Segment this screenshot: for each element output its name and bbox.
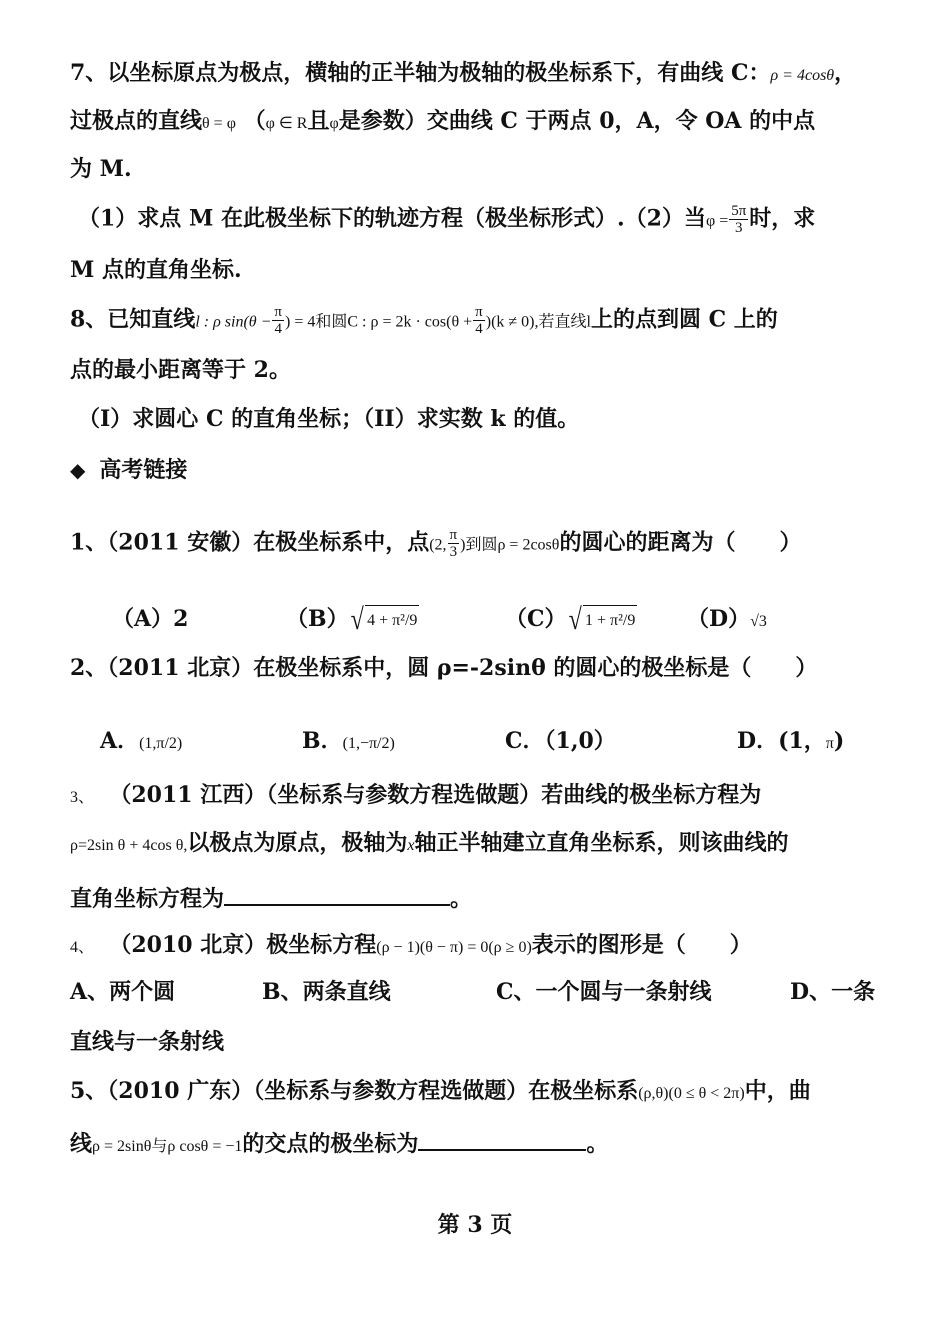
g5-formula: (ρ,θ)(0 ≤ θ < 2π): [638, 1085, 745, 1102]
g5-text: 5、（2010 广东）（坐标系与参数方程选做题）在极坐标系: [70, 1078, 639, 1104]
q7-line1: [70, 58, 856, 91]
q7-formula: φ =: [705, 212, 729, 230]
g1-option-a: [112, 604, 188, 634]
g2-text: 2、（2011 北京）在极坐标系中，圆 ρ=-2sinθ 的圆心的极坐标是（ ）: [70, 655, 818, 681]
section-heading: [70, 455, 187, 485]
answer-blank[interactable]: [418, 1125, 586, 1151]
g5-formula: ρ = 2sinθ与ρ cosθ = −1: [92, 1138, 243, 1155]
q8-text: 点的最小距离等于 2。: [70, 357, 291, 383]
g1-formula: )到圆ρ = 2cosθ: [460, 536, 560, 554]
g1-text: 1、（2011 安徽）在极坐标系中，点: [70, 529, 430, 556]
g5-text: 中，曲: [744, 1078, 811, 1104]
option-text: C．（1,0）: [505, 728, 616, 754]
g3-line3: [70, 878, 472, 914]
option-label: （D）: [687, 606, 751, 632]
g1-option-b: [286, 604, 419, 636]
page-number: 第 3 页: [437, 1212, 513, 1238]
g3-line2: [70, 828, 789, 861]
g4-formula: (ρ − 1)(θ − π) = 0(ρ ≥ 0): [376, 939, 532, 956]
g4-option-c: [496, 977, 712, 1007]
option-text: （A）2: [112, 606, 189, 632]
g2-option-d: [737, 726, 844, 759]
g1-fraction: [448, 527, 460, 560]
g5-line2: [70, 1125, 608, 1162]
q7-text: 7、以坐标原点为极点，横轴的正半轴为极轴的极坐标系下，有曲线 C：: [70, 60, 771, 86]
q8-fraction: [473, 304, 485, 337]
option-formula: 4 + π²/9: [365, 605, 419, 636]
g3-text: 直角坐标方程为: [70, 886, 225, 912]
g1-option-d: [687, 604, 767, 637]
option-formula: 1 + π²/9: [583, 605, 637, 636]
q7-text: 为 M.: [70, 156, 132, 182]
g4-text: 表示的图形是（ ）: [531, 932, 752, 958]
g5-text: 线: [70, 1131, 93, 1157]
g4-text: （2010 北京）极坐标方程: [109, 932, 377, 958]
g1-line: [70, 527, 801, 561]
g3-text: 轴正半轴建立直角坐标系，则该曲线的: [414, 830, 789, 856]
option-label: A．: [100, 728, 140, 754]
option-label: B．: [302, 728, 343, 754]
q8-formula: l : ρ sin(θ −: [195, 313, 272, 331]
fraction-denominator: 3: [735, 220, 743, 236]
g2-line: [70, 653, 817, 683]
g2-option-c: [505, 726, 616, 756]
option-text: D、一条: [790, 979, 876, 1005]
q7-text: 时，求: [749, 205, 816, 232]
g3-text: 以极点为原点，极轴为: [187, 830, 408, 856]
q8-text: 上的点到圆 C 上的: [590, 306, 778, 333]
q8-line2: [70, 355, 291, 385]
option-label: D．(1，: [737, 728, 826, 754]
fraction-numerator: π: [449, 527, 458, 543]
diamond-bullet-icon: ◆: [70, 458, 86, 482]
fraction-numerator: 5π: [731, 203, 747, 219]
q8-text: 8、已知直线: [70, 306, 196, 333]
g1-formula: (2,: [429, 536, 447, 554]
q7-fraction: [729, 203, 748, 236]
answer-blank[interactable]: [224, 878, 450, 906]
g2-option-a: [100, 726, 182, 759]
g4-line1: [70, 930, 752, 963]
g4-option-a: [70, 977, 175, 1007]
q7-subquestion: （1）求点 M 在此极坐标下的轨迹方程（极坐标形式）.（2）当: [78, 205, 706, 232]
q7-text: 是参数）交曲线 C 于两点 0，A，令 OA 的中点: [338, 108, 816, 134]
q7-text: 且: [307, 108, 330, 134]
q7-formula: θ = φ: [202, 115, 236, 132]
g5-line1: [70, 1076, 811, 1109]
g3-punct: 。: [450, 886, 473, 912]
option-text: B、两条直线: [262, 979, 391, 1005]
fraction-denominator: 4: [274, 321, 282, 337]
q7-text: M 点的直角坐标.: [70, 257, 242, 283]
g4-text: 直线与一条射线: [70, 1029, 225, 1055]
g3-text: （2011 江西）（坐标系与参数方程选做题）若曲线的极坐标方程为: [109, 782, 762, 808]
g1-text: 的圆心的距离为（ ）: [559, 529, 802, 556]
g3-number: 3、: [70, 789, 95, 806]
q7-formula: φ: [329, 115, 339, 132]
sqrt-expression: √ 4 + π²/9: [350, 603, 418, 636]
q8-fraction: [272, 304, 284, 337]
q7-text: 过极点的直线: [70, 108, 203, 134]
option-formula: (1,π/2): [139, 735, 183, 752]
g4-number: 4、: [70, 939, 95, 956]
option-formula: (1,−π/2): [342, 735, 395, 752]
option-label: （C）: [505, 606, 567, 632]
q7-text: （: [243, 108, 266, 134]
q7-punct: ，: [834, 60, 857, 86]
q7-formula: φ ∈ R: [265, 115, 308, 132]
g5-punct: 。: [586, 1131, 609, 1157]
g3-variable: x: [407, 837, 415, 854]
q8-line1: [70, 304, 778, 338]
q8-line3: [78, 404, 579, 434]
q7-formula: ρ = 4cosθ: [770, 67, 835, 84]
option-label: ): [833, 728, 845, 754]
g4-option-b: [262, 977, 391, 1007]
q7-line5: [70, 255, 242, 285]
g4-option-d: [790, 977, 875, 1007]
section-title: 高考链接: [99, 457, 188, 483]
g2-option-b: [302, 726, 395, 759]
q8-subquestion: （I）求圆心 C 的直角坐标；（II）求实数 k 的值。: [78, 406, 580, 432]
g3-formula: ρ=2sin θ + 4cos θ,: [70, 837, 188, 854]
fraction-numerator: π: [274, 304, 282, 320]
q7-line2: [70, 106, 815, 139]
fraction-denominator: 4: [475, 321, 483, 337]
option-formula: √3: [750, 613, 767, 630]
option-formula: π: [825, 735, 834, 752]
q8-formula: ) = 4和圆C : ρ = 2k · cos(θ +: [285, 313, 473, 331]
q7-line3: [70, 154, 132, 184]
g5-text: 的交点的极坐标为: [242, 1131, 419, 1157]
fraction-numerator: π: [475, 304, 483, 320]
option-text: C、一个圆与一条射线: [496, 979, 712, 1005]
q8-formula: )(k ≠ 0),若直线l: [485, 313, 591, 331]
fraction-denominator: 3: [449, 544, 458, 560]
g1-option-c: [505, 604, 637, 636]
option-text: A、两个圆: [70, 979, 176, 1005]
q7-line4: [78, 203, 815, 237]
g3-line1: [70, 780, 761, 813]
option-label: （B）: [286, 606, 349, 632]
sqrt-expression: √ 1 + π²/9: [568, 603, 636, 636]
g4-line3: [70, 1027, 224, 1057]
